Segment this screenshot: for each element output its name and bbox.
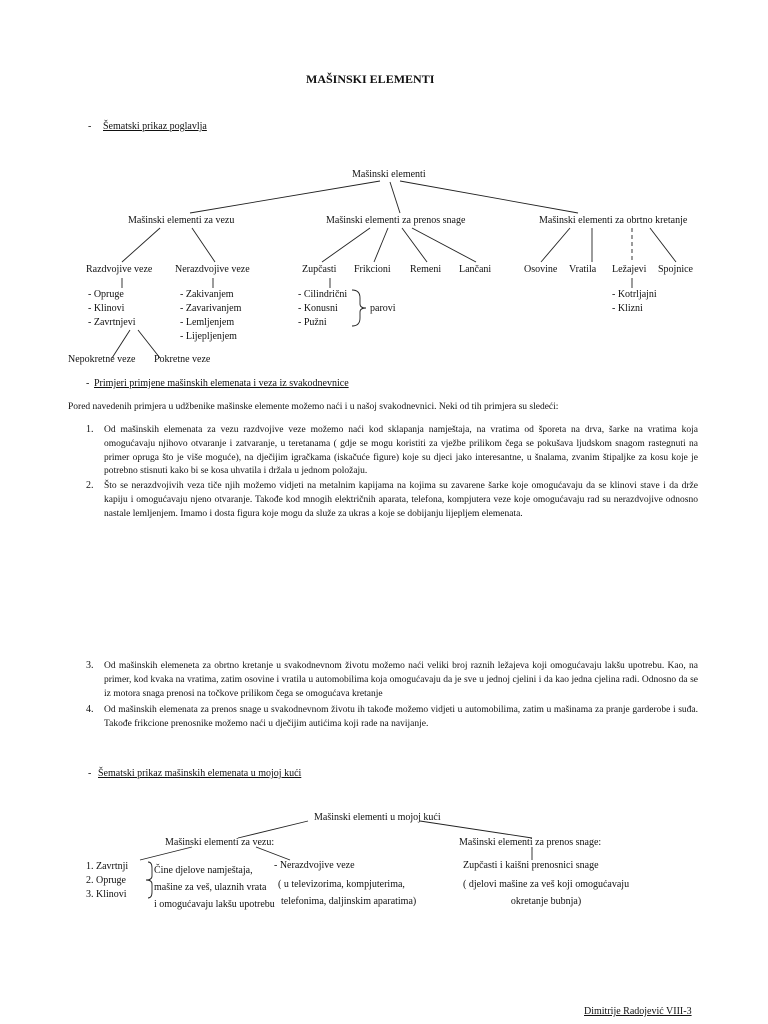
list-item: - Opruge	[88, 289, 124, 300]
tree-node-obrtno: Mašinski elementi za obrtno kretanje	[539, 215, 688, 226]
tree-node-remeni: Remeni	[410, 264, 442, 275]
house-node-veza: Mašinski elementi za vezu:	[165, 837, 275, 848]
list-item: - Zavarivanjem	[180, 303, 242, 314]
section-dash: -	[88, 121, 92, 132]
list-item: - Zavrtnjevi	[88, 317, 136, 328]
list-item: - Pužni	[298, 317, 327, 328]
section-heading: Šematski prikaz poglavlja	[103, 121, 207, 132]
item-number: 4.	[86, 704, 94, 715]
list-item: - Konusni	[298, 303, 338, 314]
list-item: - Lijepljenjem	[180, 331, 237, 342]
tree-node-nerazdvojive: Nerazdvojive veze	[175, 264, 250, 275]
tree-node-frikcioni: Frikcioni	[354, 264, 391, 275]
razdvojive-note	[154, 862, 275, 913]
list-item: - Cilindrični	[298, 289, 348, 300]
note-line: ( djelovi mašine za veš koji omogućavaju	[463, 879, 630, 890]
item-text: Od mašinskih elemenata za vezu razdvojive veze možemo naći kod sklapanja namještaja, na vratima od šporeta na drva, šarke na vratima koja omogućavaju njihovo otvaranje i zatvaranje, u teretanama ( gdje se mogu koristiti za vježbe prilikom čega se pokušava ljudskom snagom rastegnuti na primer opruga što je više moguće), na dječijim igračkama (iskačuće figure) koje su djeci jako interesantne, u šnalama, zvanim štipaljke za kosu koje je potrebno stisnuti kako bi se kosa uhvatila i držala u jednom položaju.	[104, 425, 698, 477]
zupcasti-list	[298, 288, 347, 330]
house-node-prenos: Mašinski elementi za prenos snage:	[459, 837, 602, 848]
note-line: telefonima, daljinskim aparatima)	[281, 896, 417, 907]
tree-node-prenos: Mašinski elementi za prenos snage	[326, 215, 466, 226]
list-item: - Klinovi	[88, 303, 125, 314]
tree-node-osovine: Osovine	[524, 264, 558, 275]
lezajevi-list	[612, 288, 657, 316]
list-item: - Klizni	[612, 303, 643, 314]
note-line: i omogućavaju lakšu upotrebu	[154, 899, 275, 910]
tree-node-lancani: Lančani	[459, 264, 492, 275]
author-signature: Dimitrije Radojević VIII-3	[584, 1006, 692, 1017]
tree-node-zupcasti: Zupčasti	[302, 264, 337, 275]
item-number: 1.	[86, 424, 94, 435]
intro-paragraph: Pored navedenih primjera u udžbenike mašinske elemente možemo naći i u našoj svakodnevnici. Neki od tih primjera su sledeći:	[68, 402, 559, 412]
list-item: 2. Opruge	[86, 875, 126, 886]
section-dash: -	[86, 378, 90, 389]
note-line: Čine djelove namještaja,	[154, 865, 253, 876]
tree-node-nepokretne: Nepokretne veze	[68, 354, 136, 365]
house-root: Mašinski elementi u mojoj kući	[314, 812, 441, 823]
page-title: MAŠINSKI ELEMENTI	[306, 72, 435, 86]
house-veza-list	[86, 860, 128, 902]
house-prenos-item: Zupčasti i kaišni prenosnici snage	[463, 860, 599, 871]
prenos-note	[463, 876, 629, 910]
note-line: okretanje bubnja)	[510, 896, 582, 907]
tree-node-spojnice: Spojnice	[658, 264, 693, 275]
section-heading: Primjeri primjene mašinskih elemenata i veza iz svakodnevnice	[94, 378, 349, 389]
list-item: - Lemljenjem	[180, 317, 235, 328]
parovi-label: parovi	[370, 303, 396, 314]
section-dash: -	[88, 768, 92, 779]
list-item: 3. Klinovi	[86, 889, 127, 900]
item-number: 3.	[86, 660, 94, 671]
note-line: ( u televizorima, kompjuterima,	[278, 879, 405, 890]
nerazdvojive-list	[180, 288, 241, 344]
list-item: - Zakivanjem	[180, 289, 234, 300]
section-heading: Šematski prikaz mašinskih elemenata u mojoj kući	[98, 768, 302, 779]
list-item: - Kotrljajni	[612, 289, 657, 300]
tree-node-lezajevi: Ležajevi	[612, 264, 647, 275]
house-nerazdvojive: - Nerazdvojive veze	[274, 860, 355, 871]
tree-node-veza: Mašinski elementi za vezu	[128, 215, 235, 226]
item-text: Što se nerazdvojivih veza tiče njih možemo vidjeti na metalnim kapijama na kojima su zavarene šarke koje omogućavaju da se klinovi stave i da drže kapiju i omogućavaju njeno otvaranje. Takođe kod mnogih električnih aparata, telefona, kompjutera veze koje omogućavaju rad su nerazdvojive odnosno nastale lemljenjem. Imamo i dosta figura koje mogu da služe za ukras a koje se dobijanju lijepljem elemenata.	[104, 481, 698, 519]
item-number: 2.	[86, 480, 94, 491]
tree-node-pokretne: Pokretne veze	[154, 354, 211, 365]
item-text: Od mašinskih elemenata za prenos snage u svakodnevnom životu ih takođe možemo vidjeti u automobilima, zatim u mašinama za pranje garderobe i suđa. Takođe frikcione prenosnike možemo naći u dječijim autićima koji rade na navijanje.	[104, 705, 698, 729]
tree-node-vratila: Vratila	[569, 264, 597, 275]
tree-root: Mašinski elementi	[352, 169, 426, 180]
tree-node-razdvojive: Razdvojive veze	[86, 264, 153, 275]
nerazdvojive-note	[278, 876, 416, 910]
list-item: 1. Zavrtnji	[86, 861, 129, 872]
razdvojive-list	[88, 288, 135, 330]
item-text: Od mašinskih elemeneta za obrtno kretanje u svakodnevnom životu možemo naći veliki broj raznih ležajeva koji omogućavaju lakšu upotrebu. Kao, na primer, kod kvaka na vratima, zatim osovine i vratila u automobilima koja omogućavaju da je sve u jednoj cjelini i da kao jedna cjelina radi. Odnosno da se iz motora snaga prenosi na točkove prilikom čega se omogućava kretanje	[104, 661, 698, 699]
note-line: mašine za veš, ulaznih vrata	[154, 882, 267, 893]
